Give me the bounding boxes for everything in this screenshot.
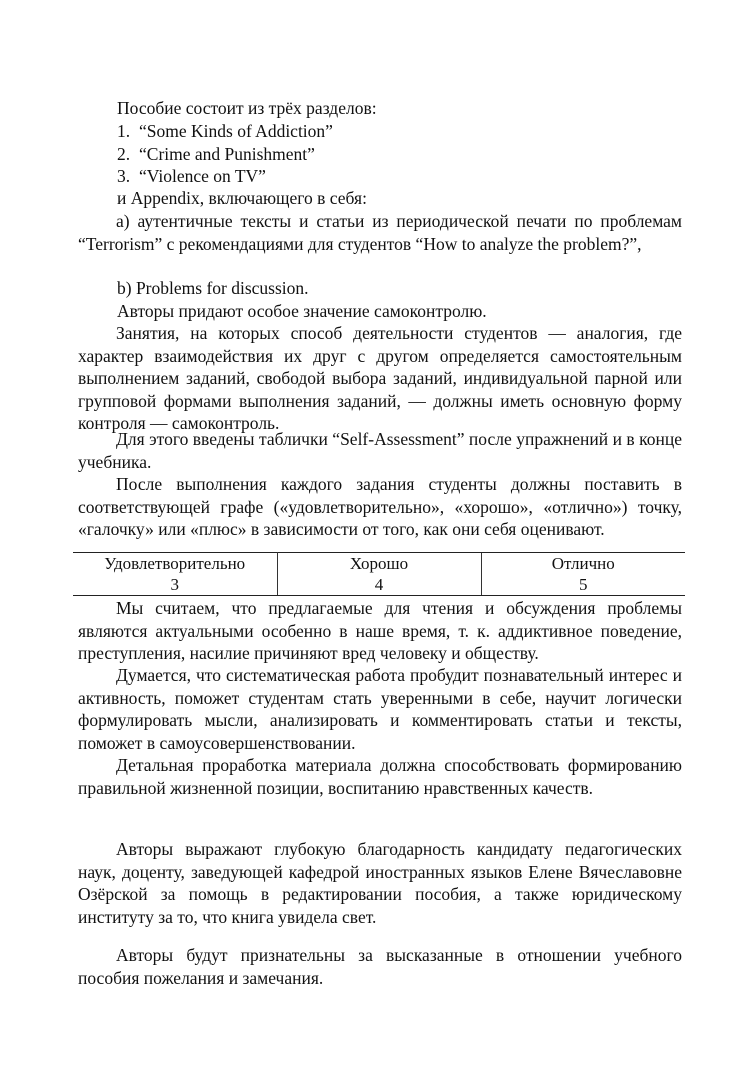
header-satisfactory: Удовлетворительно bbox=[73, 553, 277, 575]
lessons-paragraph: Занятия, на которых способ деятельности студентов — аналогия, где характер взаимодействия их друг с другом определяется самостоятельным выполнением заданий, свободой выбора заданий, индивидуальной парной или групповой формами выполнения заданий, — должны иметь основную форму контроля — самоконтроль. bbox=[78, 323, 682, 434]
tables-note-paragraph: Для этого введены таблички “Self-Assessment” после упражнений и в конце учебника. bbox=[78, 429, 682, 472]
material-paragraph: Детальная проработка материала должна способствовать формированию правильной жизненной позиции, воспитанию нравственных качеств. bbox=[78, 755, 682, 798]
work-paragraph: Думается, что систематическая работа пробудит познавательный интерес и активность, поможет студентам стать уверенными в себе, научит логически формулировать мысли, анализировать и комментировать статьи и тексты, поможет в самоусовершенствовании. bbox=[78, 665, 682, 753]
header-excellent: Отлично bbox=[481, 553, 685, 575]
intro-text: Пособие состоит из трёх разделов: bbox=[117, 98, 377, 118]
problems-paragraph: Мы считаем, что предлагаемые для чтения и обсуждения проблемы являются актуальными особенно в наше время, т. к. аддиктивное поведение, преступления, насилие причиняют вред человеку и обществу. bbox=[78, 598, 682, 664]
section-title: “Some Kinds of Addiction” bbox=[139, 121, 333, 141]
section-title: “Crime and Punishment” bbox=[139, 143, 315, 164]
appendix-item-b: b) Problems for discussion. bbox=[117, 278, 309, 298]
appendix-intro: и Appendix, включающего в себя: bbox=[117, 188, 367, 208]
self-control-text: Авторы придают особое значение самоконтролю. bbox=[117, 301, 487, 321]
self-assessment-table bbox=[73, 552, 685, 596]
value-satisfactory: 3 bbox=[73, 574, 277, 596]
list-item: 1. “Some Kinds of Addiction” bbox=[117, 121, 333, 141]
sections-list bbox=[117, 120, 333, 188]
table-header-row bbox=[73, 553, 685, 575]
list-item: 3. “Violence on TV” bbox=[117, 166, 266, 187]
acknowledgement-paragraph: Авторы выражают глубокую благодарность кандидату педагогических наук, доценту, заведующей кафедрой иностранных языков Елене Вячеславовне Озёрской за помощь в редактировании пособия, а также юридическому институту за то, что книга увидела свет. bbox=[78, 839, 682, 927]
closing-paragraph: Авторы будут признательны за высказанные в отношении учебного пособия пожелания и замечания. bbox=[78, 945, 682, 988]
appendix-item-a: а) аутентичные тексты и статьи из периодической печати по проблемам “Terrorism” с рекомендациями для студентов “How to analyze the problem?”, bbox=[78, 211, 682, 254]
header-good: Хорошо bbox=[277, 553, 481, 575]
table-values-row bbox=[73, 574, 685, 596]
section-title: “Violence on TV” bbox=[139, 166, 266, 187]
value-excellent: 5 bbox=[481, 574, 685, 596]
value-good: 4 bbox=[277, 574, 481, 596]
after-task-paragraph: После выполнения каждого задания студенты должны поставить в соответствующей графе («удовлетворительно», «хорошо», «отлично») точку, «галочку» или «плюс» в зависимости от того, как они себя оценивают. bbox=[78, 474, 682, 540]
list-item: 2. “Crime and Punishment” bbox=[117, 143, 315, 164]
